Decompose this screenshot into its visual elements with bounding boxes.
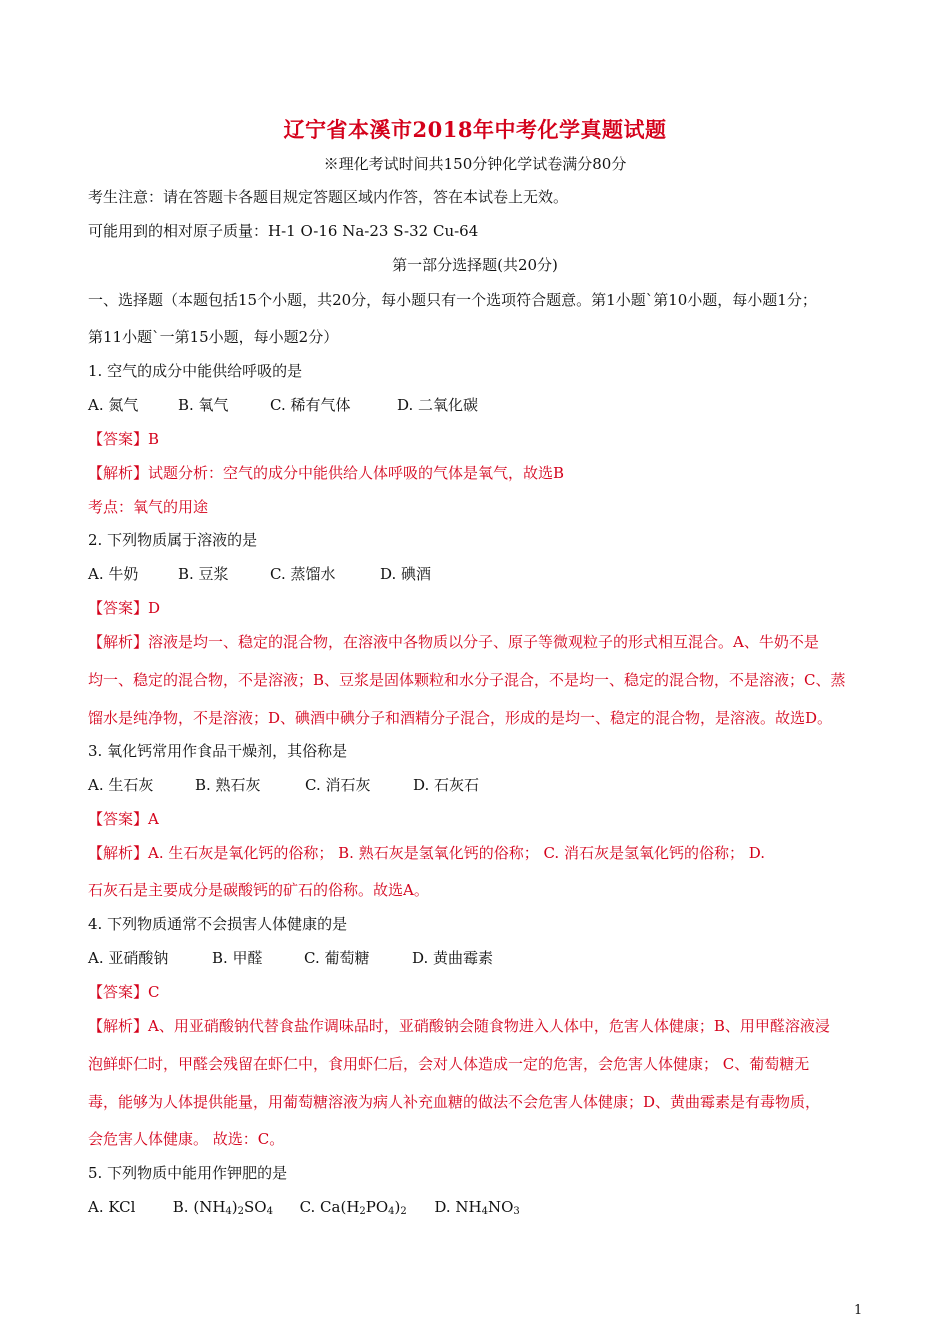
question-4-answer: 【答案】C: [88, 983, 160, 1001]
option-b: B. $(NH_4)_2SO_4$: [172, 1198, 273, 1217]
atomic-mass-info: 可能用到的相对原子质量：H-1 O-16 Na-23 S-32 Cu-64: [88, 222, 479, 240]
question-2-stem: 2. 下列物质属于溶液的是: [88, 531, 258, 549]
question-2-analysis-line: 【解析】溶液是均一、稳定的混合物，在溶液中各物质以分子、原子等微观粒子的形式相互混合。A、牛奶不是: [88, 633, 819, 651]
option-b: B. 熟石灰: [195, 776, 261, 794]
option-d: D. 二氧化碳: [397, 396, 479, 414]
question-3-options: [88, 775, 479, 795]
question-3-analysis-line: 石灰石是主要成分是碳酸钙的矿石的俗称。故选A。: [88, 881, 429, 899]
option-a: A. 氮气: [88, 396, 139, 414]
question-1-answer: 【答案】B: [88, 430, 160, 448]
option-d: D. 碘酒: [380, 565, 432, 583]
page-title: 辽宁省本溪市2018年中考化学真题试题: [283, 117, 667, 142]
question-4-analysis-line: 【解析】A、用亚硝酸钠代替食盐作调味品时，亚硝酸钠会随食物进入人体中，危害人体健康；B、用甲醛溶液浸: [88, 1017, 830, 1035]
question-3-answer: 【答案】A: [88, 810, 159, 828]
option-b: B. 氧气: [178, 396, 229, 414]
option-c: C. 蒸馏水: [270, 565, 336, 583]
question-4-analysis-line: 泡鲜虾仁时，甲醛会残留在虾仁中，食用虾仁后，会对人体造成一定的危害，会危害人体健康； C、葡萄糖无: [88, 1055, 810, 1073]
question-1-options: [88, 395, 478, 415]
question-2-analysis-line: 馏水是纯净物，不是溶液；D、碘酒中碘分子和酒精分子混合，形成的是均一、稳定的混合物，是溶液。故选D。: [88, 709, 833, 727]
question-2-analysis-line: 均一、稳定的混合物，不是溶液；B、豆浆是固体颗粒和水分子混合，不是均一、稳定的混合物，不是溶液；C、蒸: [88, 671, 846, 689]
option-c: C. 稀有气体: [270, 396, 351, 414]
exam-subtitle: ※理化考试时间共150分钟化学试卷满分80分: [323, 155, 627, 173]
question-1-stem: 1. 空气的成分中能供给呼吸的是: [88, 362, 303, 380]
option-c: C. 消石灰: [305, 776, 371, 794]
question-2-options: [88, 564, 431, 584]
section-intro-line-2: 第11小题`一第15小题，每小题2分）: [88, 328, 339, 346]
part-heading: 第一部分选择题(共20分): [392, 256, 558, 274]
question-3-analysis-line: 【解析】A. 生石灰是氧化钙的俗称； B. 熟石灰是氢氧化钙的俗称； C. 消石灰是氢氧化钙的俗称； D.: [88, 844, 765, 862]
option-a: A. 生石灰: [88, 776, 154, 794]
question-4-options: [88, 948, 493, 968]
option-d: D. 石灰石: [413, 776, 480, 794]
exam-notice: 考生注意：请在答题卡各题目规定答题区域内作答，答在本试卷上无效。: [88, 188, 569, 206]
question-4-analysis-line: 会危害人体健康。 故选：C。: [88, 1130, 285, 1148]
option-a: A. 牛奶: [88, 565, 139, 583]
option-a: A. 亚硝酸钠: [88, 949, 169, 967]
option-c: C. 葡萄糖: [304, 949, 370, 967]
question-3-stem: 3. 氧化钙常用作食品干燥剂，其俗称是: [88, 742, 348, 760]
section-intro-line-1: 一、选择题（本题包括15个小题，共20分，每小题只有一个选项符合题意。第1小题`第10小题，每小题1分；: [88, 291, 817, 309]
option-d: D. $NH_4NO_3$: [434, 1198, 520, 1217]
question-4-stem: 4. 下列物质通常不会损害人体健康的是: [88, 915, 348, 933]
question-2-answer: 【答案】D: [88, 599, 161, 617]
question-4-analysis-line: 毒，能够为人体提供能量，用葡萄糖溶液为病人补充血糖的做法不会危害人体健康；D、黄曲霉素是有毒物质，: [88, 1093, 821, 1111]
option-a: A. KCl: [88, 1198, 136, 1216]
question-1-analysis: 【解析】试题分析：空气的成分中能供给人体呼吸的气体是氧气，故选B: [88, 464, 565, 482]
question-5-options: [88, 1197, 520, 1222]
question-1-point: 考点：氧气的用途: [88, 498, 209, 516]
option-b: B. 甲醛: [212, 949, 263, 967]
option-d: D. 黄曲霉素: [412, 949, 494, 967]
question-5-stem: 5. 下列物质中能用作钾肥的是: [88, 1164, 288, 1182]
page-number: 1: [854, 1303, 863, 1318]
option-c: C. $Ca(H_2PO_4)_2$: [299, 1198, 407, 1217]
option-b: B. 豆浆: [178, 565, 229, 583]
